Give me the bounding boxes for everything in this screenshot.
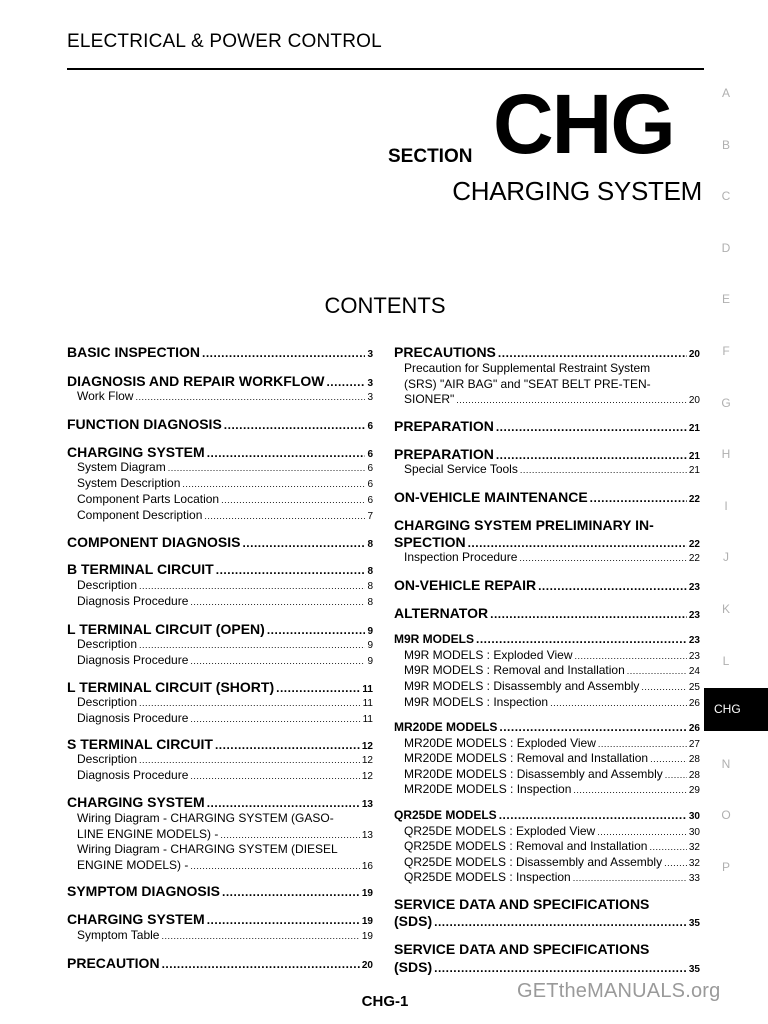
toc-page-number: 11 — [362, 684, 373, 695]
toc-entry-title: Description — [77, 695, 138, 709]
toc-heading[interactable] — [394, 720, 700, 734]
toc-heading[interactable] — [67, 736, 373, 752]
toc-subentry[interactable] — [404, 695, 700, 709]
toc-page-number: 13 — [361, 830, 373, 841]
toc-subentry[interactable] — [404, 767, 700, 781]
toc-entry-title: PRECAUTIONS — [394, 344, 496, 360]
toc-entry-title: Diagnosis Procedure — [77, 653, 189, 667]
toc-subentry[interactable] — [77, 928, 373, 942]
toc-leader-dots — [190, 714, 360, 724]
toc-page-number: 26 — [688, 698, 700, 709]
toc-leader-dots — [207, 913, 360, 927]
toc-heading[interactable] — [394, 446, 700, 462]
toc-leader-dots — [139, 640, 365, 650]
side-index-letter-c[interactable]: C — [721, 189, 731, 203]
toc-page-number: 20 — [688, 395, 700, 406]
toc-subentry[interactable] — [77, 752, 373, 766]
toc-leader-dots — [224, 418, 366, 432]
toc-subentry[interactable] — [77, 460, 373, 474]
toc-entry-title: LINE ENGINE MODELS) - — [77, 827, 219, 841]
toc-heading[interactable] — [67, 794, 373, 810]
toc-entry-title: Symptom Table — [77, 928, 160, 942]
toc-entry-title: SPECTION — [394, 534, 466, 550]
toc-subentry[interactable] — [404, 782, 700, 796]
toc-entry-title: M9R MODELS : Inspection — [404, 695, 549, 709]
toc-entry-title: Description — [77, 752, 138, 766]
side-index-letter-k[interactable]: K — [721, 602, 730, 616]
section-label: SECTION — [388, 146, 473, 167]
toc-leader-dots — [216, 563, 366, 577]
toc-page-number: 6 — [367, 421, 373, 432]
toc-page-number: 6 — [367, 479, 373, 490]
toc-page-number: 23 — [688, 651, 700, 662]
toc-entry-title: Component Description — [77, 508, 203, 522]
toc-leader-dots — [598, 739, 687, 749]
toc-leader-dots — [190, 861, 360, 871]
toc-page-number: 12 — [361, 755, 373, 766]
toc-heading[interactable] — [67, 534, 373, 550]
toc-leader-dots — [220, 830, 360, 840]
toc-leader-dots — [573, 873, 687, 883]
toc-subentry[interactable] — [404, 648, 700, 662]
toc-leader-dots — [222, 885, 360, 899]
toc-page-number: 28 — [688, 754, 700, 765]
toc-page-number: 6 — [367, 495, 373, 506]
toc-entry-title: SYMPTOM DIAGNOSIS — [67, 883, 220, 899]
toc-entry-title: MR20DE MODELS : Removal and Installation — [404, 751, 649, 765]
toc-subentry[interactable] — [77, 578, 373, 592]
toc-page-number: 9 — [367, 640, 373, 651]
toc-page-number: 12 — [361, 771, 373, 782]
toc-entry-title: M9R MODELS — [394, 632, 475, 646]
toc-entry-title: Description — [77, 578, 138, 592]
toc-leader-dots — [496, 448, 687, 462]
toc-leader-dots — [161, 931, 359, 941]
header-rule — [67, 68, 704, 70]
toc-subentry[interactable] — [77, 492, 373, 506]
toc-subentry[interactable] — [77, 508, 373, 522]
toc-page-number: 19 — [361, 931, 373, 942]
toc-page-number: 35 — [688, 964, 700, 975]
toc-entry-title: System Description — [77, 476, 181, 490]
toc-entry-title: MR20DE MODELS : Inspection — [404, 782, 572, 796]
toc-entry-title: CHARGING SYSTEM — [67, 911, 205, 927]
side-index-letter-o[interactable]: O — [721, 808, 731, 822]
toc-page-number: 33 — [688, 873, 700, 884]
toc-leader-dots — [207, 796, 360, 810]
toc-leader-dots — [162, 957, 360, 971]
toc-leader-dots — [242, 536, 365, 550]
toc-entry-title: Component Parts Location — [77, 492, 220, 506]
toc-leader-dots — [221, 495, 365, 505]
toc-leader-dots — [434, 961, 687, 975]
toc-page-number: 8 — [367, 566, 373, 577]
toc-entry-title: PREPARATION — [394, 446, 494, 462]
toc-entry-title: ON-VEHICLE REPAIR — [394, 577, 537, 593]
toc-entry-title: CHARGING SYSTEM — [67, 444, 205, 460]
toc-leader-dots — [490, 607, 687, 621]
toc-continued-line: Precaution for Supplemental Restraint System — [404, 361, 651, 375]
toc-heading[interactable] — [67, 955, 373, 971]
toc-leader-dots — [519, 553, 686, 563]
toc-page-number: 21 — [688, 451, 700, 462]
toc-leader-dots — [468, 536, 687, 550]
toc-subentry[interactable] — [77, 389, 373, 403]
toc-entry-title: M9R MODELS : Disassembly and Assembly — [404, 679, 640, 693]
toc-leader-dots — [650, 754, 687, 764]
toc-entry-title: QR25DE MODELS : Disassembly and Assembly — [404, 855, 663, 869]
toc-heading[interactable] — [67, 373, 373, 389]
toc-page-number: 9 — [367, 656, 373, 667]
toc-continued-line: CHARGING SYSTEM PRELIMINARY IN- — [394, 517, 654, 533]
side-index-letter-p[interactable]: P — [721, 860, 730, 874]
toc-continued-line: (SRS) "AIR BAG" and "SEAT BELT PRE-TEN- — [404, 377, 651, 391]
toc-subentry[interactable] — [404, 751, 700, 765]
toc-entry-title: M9R MODELS : Exploded View — [404, 648, 573, 662]
toc-leader-dots — [182, 479, 365, 489]
toc-subentry[interactable] — [77, 768, 373, 782]
toc-subentry[interactable] — [77, 653, 373, 667]
toc-continued-line: Wiring Diagram - CHARGING SYSTEM (GASO- — [77, 811, 334, 825]
toc-heading[interactable] — [67, 416, 373, 432]
side-index-letter-a[interactable]: A — [721, 86, 730, 100]
toc-entry-title: System Diagram — [77, 460, 166, 474]
toc-leader-dots — [135, 392, 365, 402]
toc-subentry[interactable] — [404, 824, 700, 838]
toc-leader-dots — [520, 465, 687, 475]
toc-entry-title: BASIC INSPECTION — [67, 344, 201, 360]
toc-page-number: 13 — [361, 799, 373, 810]
toc-subentry[interactable] — [77, 637, 373, 651]
toc-page-number: 22 — [688, 539, 700, 550]
toc-subentry[interactable] — [77, 858, 373, 872]
side-index-letter-i[interactable]: I — [724, 499, 728, 513]
toc-entry-title: Work Flow — [77, 389, 134, 403]
toc-entry-title: Diagnosis Procedure — [77, 768, 189, 782]
toc-page-number: 11 — [362, 698, 373, 709]
toc-leader-dots — [267, 623, 366, 637]
toc-entry-title: FUNCTION DIAGNOSIS — [67, 416, 222, 432]
toc-leader-dots — [499, 808, 687, 822]
toc-subentry[interactable] — [404, 392, 700, 406]
toc-subentry[interactable] — [77, 827, 373, 841]
toc-entry-title: CHARGING SYSTEM — [67, 794, 205, 810]
toc-page-number: 19 — [361, 916, 373, 927]
toc-subentry[interactable] — [77, 594, 373, 608]
toc-leader-dots — [190, 656, 365, 666]
toc-page-number: 22 — [688, 553, 700, 564]
toc-page-number: 8 — [367, 597, 373, 608]
toc-leader-dots — [476, 632, 687, 646]
toc-page-number: 26 — [688, 723, 700, 734]
side-index-tab-chg[interactable]: CHG — [704, 688, 768, 731]
toc-page-number: 8 — [367, 539, 373, 550]
toc-heading[interactable] — [394, 959, 700, 975]
toc-leader-dots — [215, 738, 360, 752]
toc-page-number: 9 — [367, 626, 373, 637]
toc-leader-dots — [665, 770, 687, 780]
toc-subentry[interactable] — [404, 550, 700, 564]
toc-entry-title: L TERMINAL CIRCUIT (SHORT) — [67, 679, 275, 695]
toc-page-number: 22 — [688, 494, 700, 505]
side-index-letter-n[interactable]: N — [721, 757, 731, 771]
toc-leader-dots — [202, 346, 365, 360]
toc-entry-title: SIONER" — [404, 392, 455, 406]
toc-continued-line: Wiring Diagram - CHARGING SYSTEM (DIESEL — [77, 842, 338, 856]
toc-leader-dots — [641, 682, 686, 692]
toc-page-number: 21 — [688, 465, 700, 476]
toc-heading[interactable] — [394, 344, 700, 360]
toc-entry-title: QR25DE MODELS : Inspection — [404, 870, 571, 884]
toc-entry-title: M9R MODELS : Removal and Installation — [404, 663, 625, 677]
toc-page-number: 23 — [688, 582, 700, 593]
toc-page-number: 11 — [362, 714, 373, 725]
toc-page-number: 21 — [688, 423, 700, 434]
side-index-letter-h[interactable]: H — [721, 447, 731, 461]
toc-page-number: 19 — [361, 888, 373, 899]
side-index-letter-g[interactable]: G — [721, 396, 731, 410]
toc-subentry[interactable] — [77, 476, 373, 490]
toc-leader-dots — [139, 698, 361, 708]
toc-entry-title: QR25DE MODELS : Removal and Installation — [404, 839, 648, 853]
toc-entry-title: DIAGNOSIS AND REPAIR WORKFLOW — [67, 373, 325, 389]
toc-leader-dots — [590, 491, 687, 505]
toc-page-number: 27 — [688, 739, 700, 750]
toc-entry-title: MR20DE MODELS — [394, 720, 498, 734]
toc-heading[interactable] — [67, 444, 373, 460]
toc-entry-title: MR20DE MODELS : Disassembly and Assembly — [404, 767, 663, 781]
toc-entry-title: Inspection Procedure — [404, 550, 518, 564]
toc-leader-dots — [434, 915, 687, 929]
toc-leader-dots — [496, 420, 687, 434]
section-code: CHG — [493, 77, 674, 171]
side-index-letter-e[interactable]: E — [721, 292, 730, 306]
toc-page-number: 23 — [688, 635, 700, 646]
toc-entry-title: (SDS) — [394, 913, 433, 929]
toc-entry-title: ENGINE MODELS) - — [77, 858, 189, 872]
toc-heading[interactable] — [67, 561, 373, 577]
toc-page-number: 23 — [688, 610, 700, 621]
toc-page-number: 8 — [367, 581, 373, 592]
toc-leader-dots — [575, 651, 687, 661]
header-title: ELECTRICAL & POWER CONTROL — [67, 31, 382, 52]
toc-leader-dots — [204, 511, 365, 521]
toc-leader-dots — [573, 785, 686, 795]
toc-leader-dots — [168, 463, 366, 473]
toc-entry-title: S TERMINAL CIRCUIT — [67, 736, 213, 752]
toc-leader-dots — [139, 581, 365, 591]
toc-page-number: 24 — [688, 666, 700, 677]
toc-leader-dots — [550, 698, 687, 708]
toc-leader-dots — [190, 597, 365, 607]
toc-subentry[interactable] — [404, 736, 700, 750]
toc-heading[interactable] — [67, 883, 373, 899]
toc-leader-dots — [190, 771, 359, 781]
toc-page-number: 3 — [367, 392, 373, 403]
toc-page-number: 30 — [688, 811, 700, 822]
toc-entry-title: Special Service Tools — [404, 462, 518, 476]
toc-heading[interactable] — [394, 418, 700, 434]
toc-subentry[interactable] — [404, 462, 700, 476]
toc-continued-line: SERVICE DATA AND SPECIFICATIONS — [394, 896, 650, 912]
toc-subentry[interactable] — [77, 695, 373, 709]
toc-entry-title: Diagnosis Procedure — [77, 711, 189, 725]
toc-subentry[interactable] — [404, 663, 700, 677]
toc-heading[interactable] — [394, 632, 700, 646]
toc-leader-dots — [597, 827, 687, 837]
page-number: CHG-1 — [361, 993, 409, 1010]
watermark: GETtheMANUALS.org — [517, 980, 721, 1002]
toc-entry-title: COMPONENT DIAGNOSIS — [67, 534, 241, 550]
toc-page-number: 12 — [361, 741, 373, 752]
toc-heading[interactable] — [67, 621, 373, 637]
toc-leader-dots — [649, 842, 686, 852]
toc-leader-dots — [326, 375, 365, 389]
toc-page-number: 30 — [688, 827, 700, 838]
toc-page-number: 3 — [367, 349, 373, 360]
toc-page-number: 32 — [688, 842, 700, 853]
toc-entry-title: Description — [77, 637, 138, 651]
toc-continued-line: SERVICE DATA AND SPECIFICATIONS — [394, 941, 650, 957]
toc-subentry[interactable] — [404, 679, 700, 693]
toc-leader-dots — [499, 720, 687, 734]
toc-leader-dots — [538, 579, 687, 593]
toc-heading[interactable] — [394, 577, 700, 593]
toc-heading[interactable] — [67, 344, 373, 360]
toc-page-number: 29 — [688, 785, 700, 796]
side-index-letter-f[interactable]: F — [722, 344, 730, 358]
toc-heading[interactable] — [67, 679, 373, 695]
section-title: CHARGING SYSTEM — [452, 176, 702, 206]
toc-entry-title: B TERMINAL CIRCUIT — [67, 561, 214, 577]
toc-page-number: 20 — [361, 960, 373, 971]
toc-leader-dots — [456, 395, 687, 405]
toc-entry-title: PRECAUTION — [67, 955, 160, 971]
toc-heading[interactable] — [394, 534, 700, 550]
toc-page-number: 3 — [367, 378, 373, 389]
toc-heading[interactable] — [394, 808, 700, 822]
toc-entry-title: (SDS) — [394, 959, 433, 975]
toc-entry-title: QR25DE MODELS : Exploded View — [404, 824, 596, 838]
contents-title: CONTENTS — [324, 293, 446, 318]
toc-entry-title: MR20DE MODELS : Exploded View — [404, 736, 596, 750]
side-index-letter-l[interactable]: L — [722, 654, 730, 668]
toc-page-number: 25 — [688, 682, 700, 693]
toc-entry-title: L TERMINAL CIRCUIT (OPEN) — [67, 621, 265, 637]
toc-leader-dots — [664, 858, 687, 868]
toc-page-number: 6 — [367, 463, 373, 474]
toc-heading[interactable] — [394, 913, 700, 929]
side-index-letter-b[interactable]: B — [721, 138, 730, 152]
toc-leader-dots — [498, 346, 687, 360]
toc-entry-title: ON-VEHICLE MAINTENANCE — [394, 489, 588, 505]
toc-leader-dots — [627, 666, 687, 676]
toc-heading[interactable] — [394, 605, 700, 621]
toc-entry-title: PREPARATION — [394, 418, 494, 434]
toc-page-number: 28 — [688, 770, 700, 781]
toc-page-number: 16 — [361, 861, 373, 872]
toc-heading[interactable] — [67, 911, 373, 927]
toc-subentry[interactable] — [404, 839, 700, 853]
toc-page-number: 35 — [688, 918, 700, 929]
toc-page-number: 32 — [688, 858, 700, 869]
toc-page-number: 20 — [688, 349, 700, 360]
toc-subentry[interactable] — [404, 870, 700, 884]
toc-page-number: 6 — [367, 449, 373, 460]
toc-entry-title: Diagnosis Procedure — [77, 594, 189, 608]
toc-entry-title: ALTERNATOR — [394, 605, 489, 621]
toc-leader-dots — [276, 681, 360, 695]
toc-subentry[interactable] — [77, 711, 373, 725]
toc-heading[interactable] — [394, 489, 700, 505]
toc-leader-dots — [139, 755, 360, 765]
toc-entry-title: QR25DE MODELS — [394, 808, 497, 822]
toc-subentry[interactable] — [404, 855, 700, 869]
toc-page-number: 7 — [367, 511, 373, 522]
toc-leader-dots — [207, 446, 366, 460]
side-index-letter-j[interactable]: J — [723, 550, 729, 564]
side-index-letter-d[interactable]: D — [721, 241, 731, 255]
